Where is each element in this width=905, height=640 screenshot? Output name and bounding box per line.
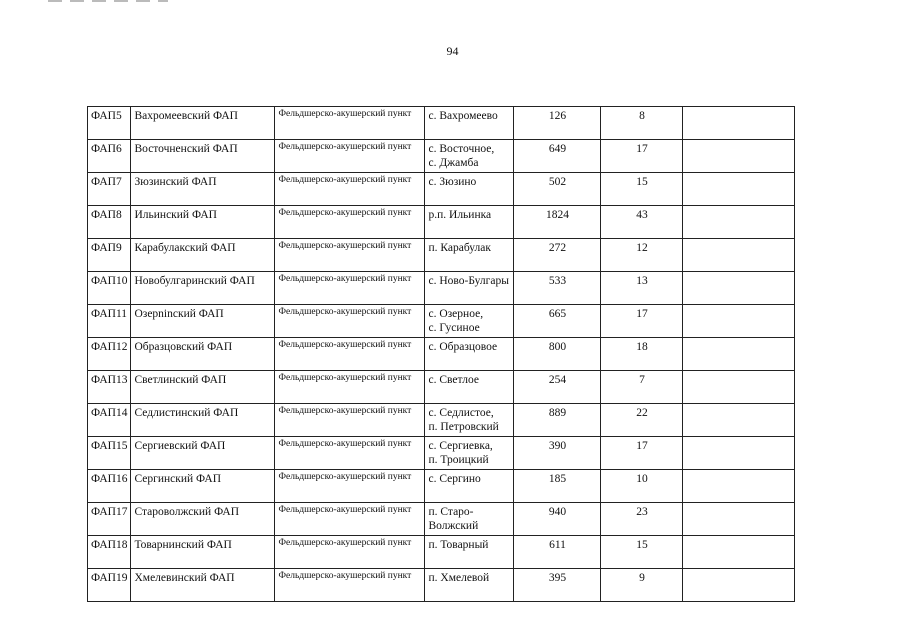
location-line: с. Озерное, (428, 308, 484, 320)
empty-cell (683, 239, 795, 272)
facility-location (425, 272, 514, 305)
facility-staff: 7 (601, 371, 683, 404)
facility-population: 390 (514, 437, 601, 470)
location-line: п. Петровский (428, 421, 499, 433)
empty-cell (683, 371, 795, 404)
location-line: с. Зюзино (428, 176, 477, 188)
empty-cell (683, 173, 795, 206)
facility-name: Светлинский ФАП (131, 371, 275, 404)
facility-location (425, 239, 514, 272)
table-row (88, 140, 795, 173)
facility-type: Фельдшерско-акушерский пункт (275, 140, 425, 173)
facility-name: Седлистинский ФАП (131, 404, 275, 437)
facility-location (425, 338, 514, 371)
facility-code: ФАП12 (88, 338, 131, 371)
facility-staff: 10 (601, 470, 683, 503)
facility-population: 1824 (514, 206, 601, 239)
facility-code: ФАП13 (88, 371, 131, 404)
empty-cell (683, 140, 795, 173)
facility-code: ФАП15 (88, 437, 131, 470)
facility-type: Фельдшерско-акушерский пункт (275, 338, 425, 371)
table-row (88, 239, 795, 272)
empty-cell (683, 272, 795, 305)
facility-type: Фельдшерско-акушерский пункт (275, 206, 425, 239)
facility-code: ФАП18 (88, 536, 131, 569)
table-row (88, 272, 795, 305)
facility-staff: 43 (601, 206, 683, 239)
empty-cell (683, 470, 795, 503)
facility-staff: 9 (601, 569, 683, 602)
facility-population: 185 (514, 470, 601, 503)
facility-population: 533 (514, 272, 601, 305)
facility-code: ФАП8 (88, 206, 131, 239)
facility-location (425, 371, 514, 404)
location-line: с. Светлое (428, 374, 479, 386)
facility-name: Товарнинский ФАП (131, 536, 275, 569)
facility-location (425, 536, 514, 569)
facility-type: Фельдшерско-акушерский пункт (275, 569, 425, 602)
facility-type: Фельдшерско-акушерский пункт (275, 272, 425, 305)
facility-staff: 22 (601, 404, 683, 437)
facility-location (425, 140, 514, 173)
location-line: п. Троицкий (428, 454, 489, 466)
facility-population: 502 (514, 173, 601, 206)
empty-cell (683, 206, 795, 239)
location-line: с. Сергино (428, 473, 481, 485)
table-row (88, 470, 795, 503)
location-line: с. Сергиевка, (428, 440, 493, 452)
table-row (88, 305, 795, 338)
facility-type: Фельдшерско-акушерский пункт (275, 536, 425, 569)
empty-cell (683, 107, 795, 140)
facility-location (425, 107, 514, 140)
location-line: с. Восточное, (428, 143, 495, 155)
facility-name: Вахромеевский ФАП (131, 107, 275, 140)
facility-staff: 17 (601, 305, 683, 338)
empty-cell (683, 437, 795, 470)
empty-cell (683, 404, 795, 437)
facility-staff: 15 (601, 536, 683, 569)
facility-staff: 23 (601, 503, 683, 536)
facility-name: Новобулгаринский ФАП (131, 272, 275, 305)
facility-type: Фельдшерско-акушерский пункт (275, 371, 425, 404)
empty-cell (683, 338, 795, 371)
facility-name: Сергинский ФАП (131, 470, 275, 503)
facility-location (425, 437, 514, 470)
facility-location (425, 569, 514, 602)
facility-population: 940 (514, 503, 601, 536)
table-row (88, 206, 795, 239)
facility-population: 649 (514, 140, 601, 173)
table-row (88, 536, 795, 569)
facility-staff: 8 (601, 107, 683, 140)
location-line: с. Седлистое, (428, 407, 494, 419)
location-line: п. Товарный (428, 539, 489, 551)
facility-name: Карабулакский ФАП (131, 239, 275, 272)
facility-code: ФАП7 (88, 173, 131, 206)
table-row (88, 371, 795, 404)
facility-population: 889 (514, 404, 601, 437)
facility-code: ФАП14 (88, 404, 131, 437)
facility-staff: 18 (601, 338, 683, 371)
facility-staff: 12 (601, 239, 683, 272)
table-body (88, 107, 795, 602)
facility-code: ФАП10 (88, 272, 131, 305)
facility-population: 611 (514, 536, 601, 569)
location-line: Волжский (428, 520, 479, 532)
facility-population: 665 (514, 305, 601, 338)
facility-code: ФАП5 (88, 107, 131, 140)
facility-type: Фельдшерско-акушерский пункт (275, 107, 425, 140)
page-number: 94 (446, 44, 459, 58)
facility-code: ФАП19 (88, 569, 131, 602)
facility-population: 126 (514, 107, 601, 140)
facility-staff: 17 (601, 437, 683, 470)
location-line: р.п. Ильинка (428, 209, 492, 221)
location-line: п. Карабулак (428, 242, 491, 254)
table-row (88, 437, 795, 470)
table-row (88, 338, 795, 371)
facility-type: Фельдшерско-акушерский пункт (275, 173, 425, 206)
facility-location (425, 305, 514, 338)
table-row (88, 503, 795, 536)
facility-population: 800 (514, 338, 601, 371)
location-line: с. Вахромеево (428, 110, 498, 122)
table-row (88, 404, 795, 437)
facility-population: 395 (514, 569, 601, 602)
empty-cell (683, 305, 795, 338)
location-line: п. Старо- (428, 506, 474, 518)
facility-staff: 15 (601, 173, 683, 206)
facility-type: Фельдшерско-акушерский пункт (275, 437, 425, 470)
facility-name: Озерninский ФАП (131, 305, 275, 338)
facility-code: ФАП17 (88, 503, 131, 536)
empty-cell (683, 536, 795, 569)
facility-type: Фельдшерско-акушерский пункт (275, 305, 425, 338)
empty-cell (683, 569, 795, 602)
table-row (88, 107, 795, 140)
scan-artifact (48, 0, 168, 2)
facility-location (425, 503, 514, 536)
location-line: с. Образцовое (428, 341, 498, 353)
facility-name: Староволжский ФАП (131, 503, 275, 536)
facility-name: Образцовский ФАП (131, 338, 275, 371)
location-line: п. Хмелевой (428, 572, 490, 584)
facility-code: ФАП6 (88, 140, 131, 173)
facility-name: Сергиевский ФАП (131, 437, 275, 470)
facility-staff: 13 (601, 272, 683, 305)
facility-code: ФАП11 (88, 305, 131, 338)
facility-name: Восточненский ФАП (131, 140, 275, 173)
empty-cell (683, 503, 795, 536)
facility-population: 272 (514, 239, 601, 272)
facility-type: Фельдшерско-акушерский пункт (275, 503, 425, 536)
facility-staff: 17 (601, 140, 683, 173)
facility-location (425, 404, 514, 437)
location-line: с. Гусиное (428, 322, 480, 334)
facility-population: 254 (514, 371, 601, 404)
facility-name: Хмелевинский ФАП (131, 569, 275, 602)
facility-type: Фельдшерско-акушерский пункт (275, 404, 425, 437)
facilities-table (87, 106, 795, 602)
facility-name: Ильинский ФАП (131, 206, 275, 239)
location-line: с. Джамба (428, 157, 479, 169)
facility-code: ФАП16 (88, 470, 131, 503)
facility-name: Зюзинский ФАП (131, 173, 275, 206)
facility-code: ФАП9 (88, 239, 131, 272)
location-line: с. Ново-Булгары (428, 275, 509, 287)
facility-location (425, 206, 514, 239)
table-row (88, 173, 795, 206)
table-row (88, 569, 795, 602)
facility-type: Фельдшерско-акушерский пункт (275, 470, 425, 503)
facility-type: Фельдшерско-акушерский пункт (275, 239, 425, 272)
facility-location (425, 470, 514, 503)
facility-location (425, 173, 514, 206)
